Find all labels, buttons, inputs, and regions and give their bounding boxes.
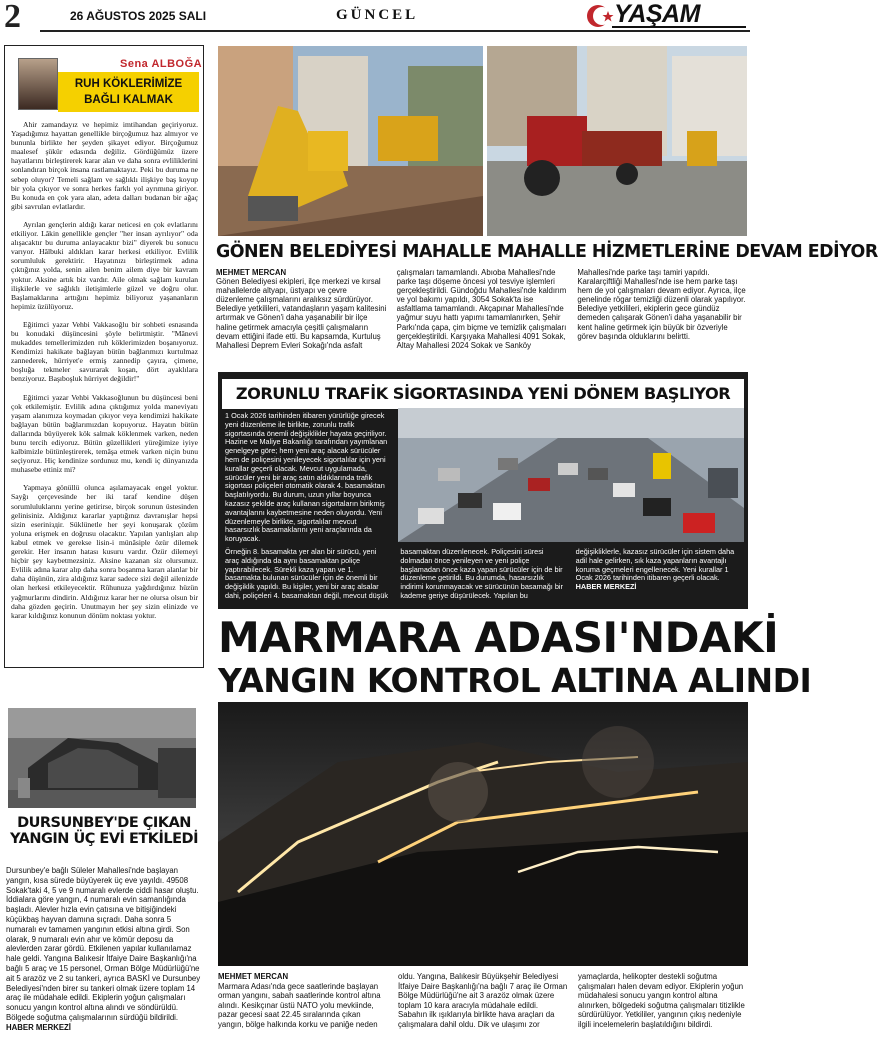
dursunbey-body: [6, 866, 203, 1033]
column-paragraph: Eğitimci yazar Vehbi Vakkasoğlu bir sohbeti esnasında bu konudaki düşüncesini şöyle belirtmiştir. "Mânevi mukaddes temellerimizden ruh köklerimizden boşanıyoruz. Kendimizi hakikate bağlayan bütün bağlarımızı kurtulmaz zannederek, hürriyet'e ermiş zannedip çayıra, çimene, boşluğa tekmeler savurarak koşan, dört ayaklılara benziyoruz. Başıboşluk hürriyet değildir!": [11, 319, 198, 384]
traffic-body-second: [225, 548, 741, 608]
author-name: Sena ALBOĞA: [120, 58, 203, 70]
column-paragraph: Ayrılan gençlerin aldığı karar neticesi en çok evlatlarını etkiliyor. Lâkin genellikle gençler "her insan ayrılıyor" oda alışacaktır bu duruma anlayacaktır bizi" diyerek bu sonucu varıyor. Hâlbuki aldıkları karar herkesi etkiliyor. Evlilik sorumluluk gerektirir. Hayatınızı birleştirmek adına çıktığınız yolda, senin ailen benim ailem diye bir kavram yoktur. Aksine artık biz vardır. Aile olmak sağlam kurulan ilişkilerle ve sağlıklı iletişimlerle güzel ve doğru olur. Başlamaklarına arttığını hepimiz biliyoruz yaşananların hepimiz üzülüyoruz.: [11, 219, 198, 311]
marmara-text: Marmara Adası'nda gece saatlerinde başlayan orman yangını, sabah saatlerinde kontrol altına alındı. Kesikçınar üstü NATO yolu mevkiinde, pazar gecesi saat 22.45 sıralarında çıkan yangın, bölge halkında korku ve paniğe neden oldu. Yangına, Balıkesir Büyükşehir Belediyesi İtfaiye Daire Başkanlığı'na bağlı 7 araç ile Orman Bölge Müdürlüğü'ne ait 3 arazöz olmak üzere toplam 10 kara aracıyla müdahale edildi. Sabahın ilk ışıklarıyla birlikte hava araçları da çalışmalara dahil oldu. Dik ve ulaşımı zor yamaçlarda, helikopter destekli soğutma çalışmaları halen devam ediyor. Ekiplerin yoğun müdahalesi sonucu yangın kontrol altına alınırken, bölgedeki soğutma çalışmaları titizlikle sürdürülüyor. Yetkililer, yangının çıkış nedeniyle ilgili incelemelerin başlatıldığını bildirdi.: [218, 972, 745, 1029]
column-paragraph: Yapmaya gönüllü olunca aşılamayacak engel yoktur. Sayğı çerçevesinde her iki taraf kendine düşen sorumluluklarını yerine getirirse, birçok sorunun üstesinden gelinisiniz. Aldığınız kararlar yaptığınız davranışlar hepsi sizin eseriniздir. Süklünetle her şeyi konuşarak çözüm yoluna erişmek en doğrusu olacaktır. Yapılan yanlışları alıp kabul etmek ve gereksе lisin-i münâsiple özür dilemek gerekir. Her insanın hatası kusuru vardır. Özür dilemeyi hiçbir şey kaybetmezsiniz. Aksine kazanan siz olursunuz. Evlilik adına karar alıp daha sonra boşanma kararı alanlar bir daha düşünün, zira aldığınız karar sadece sizi değil ailenizde olan herkesi etkileyecektir. Rûhunuza yağdırdığınız hüzün yağmurlarını dindirin. Aldığınız karar her ne olursa olsun bir daha gözden geçirin. Unutmayın her şey sizin elinizde ve karar kıldığınız konunun dönüm noktası yoktur.: [11, 483, 198, 620]
excavator-photo: [218, 46, 483, 236]
dursunbey-text: Dursunbey'e bağlı Süleler Mahallesi'nde başlayan yangın, kısa sürede büyüyerek üç eve yayıldı. 49508 Sokak'taki 4, 5 ve 9 numaralı evlerde ciddi hasar oluştu. İddialara göre yangın, 4 numaralı evin samanlığında başladı. Alevler hızla evin çatısına ve bitişiğindeki küçükbaş hayvan damına sıçradı. Daha sonra 5 numaralı ev tamamen yangının etkisi altına girdi. Son olarak, 9 numaralı evin ahır ve kömür deposu da alevlerden zarar gördü. Etkilenen yapılar kullanılamaz hale geldi. Yangına Balıkesir İtfaiye Daire Başkanlığı'na bağlı 5 araç ve 15 personel, Orman Bölge Müdürlüğü'ne ait 5 arazöz ve 2 su tankeri, ayrıca BASKİ ve Dursunbey Belediyesi'nden birer su tankeri olmak üzere toplam 14 araç ile müdahale edildi. Ekiplerin yoğun çalışmaları sonucu yangın kontrol altına alındı ve söndürüldü. Bölgede soğutma çalışmalarının sürdüğü bildirildi.: [6, 866, 201, 1022]
column-title: RUH KÖKLERİMİZE BAĞLI KALMAK: [58, 72, 199, 112]
traffic-text: Örneğin 8. basamakta yer alan bir sürücü, yeni araç aldığında da aynı basamaktan poliçe yaptırabilecek. Sürekli kaza yapan ve 1. basamakta bulunan sürücüler için de önemli bir değişiklik yapıldı. Bu kişiler, yeni bir araç alsalar dahi, poliçeleri 4. basamaktan değil, mevcut düşük basamaktan düzenlenecek. Poliçesini süresi dolmadan önce yenileyen ve yeni poliçe başlamadan önce kaza yapan sürücüler için de bir düzenleme getirildi. Bu durumda, hasarsızlık indirimi korunmayacak ve sürücünün basamağı bir kademe geriye düşürülecek. Yapılan bu değişikliklerle, kazasız sürücüler için sistem daha adil hale gelirken, sık kaza yapanların avantajlı koruma geçmeleri engellenecek. Yeni kurallar 1 Ocak 2026 tarihinden itibaren geçerli olacak.: [225, 547, 735, 600]
newspaper-logo: [582, 2, 748, 30]
column-paragraph: Ahir zamandayız ve hepimiz imtihandan geçiriyoruz. Yaşadığımız hayattan genellikle birçoğumuz haz almıyor ve bununla birlikte her şeyden şikayet ediyor. Birçoğumuz maalesef şükür edasında değiliz. Gördüğümüz üzere hayatlarını birleştirerek karar alan ve daha sonra evliliklerini sonlandıran birçok insana rastlamaktayız. Peki bu duruma ne sebep oluyor? Temeli sağlam ve sağlıklı ilişkiye baş koyup bir yola çıkıyor ve sonra herkes farklı yol ayrımına giriyor. Bu konuda en çok yara alan, adeta dalları budanan bir ağaç gibi savrulan evlatlardır.: [11, 120, 198, 211]
marmara-headline-line1: MARMARA ADASI'NDAKİ: [218, 613, 779, 662]
author-photo: [18, 58, 58, 110]
traffic-photo: [398, 408, 744, 542]
column-body: [11, 120, 198, 629]
issue-date: 26 AĞUSTOS 2025 SALI: [70, 9, 207, 23]
gonen-byline: MEHMET MERCAN: [216, 268, 287, 277]
gonen-headline: GÖNEN BELEDİYESİ MAHALLE MAHALLE HİZMETLERİNE DEVAM EDİYOR: [216, 242, 878, 262]
page-number: 2: [4, 0, 21, 35]
marmara-body: [218, 972, 748, 1060]
logo-text: YAŞAM: [614, 0, 700, 28]
header-rule: [40, 30, 750, 32]
house-fire-photo: [8, 708, 196, 808]
forest-fire-photo: [218, 702, 748, 966]
traffic-headline: ZORUNLU TRAFİK SİGORTASINDA YENİ DÖNEM BAŞLIYOR: [222, 379, 744, 409]
gonen-text: Gönen Belediyesi ekipleri, ilçe merkezi ve kırsal mahallelerde altyapı, üstyapı ve çevre düzenleme çalışmalarını aralıksız sürdürüyor. Belediye yetkilileri, vatandaşların yaşam kalitesini artırmak ve Gönen'i daha yaşanabilir bir ilçe haline getirmek amacıyla çeşitli çalışmaların devam ettiğini ifade etti. Bu kapsamda, Kurtuluş Mahallesi Deprem Evleri Sokağı'nda asfalt çalışmaları tamamlandı. Abıoba Mahallesi'nde parke taşı döşeme öncesi yol tesviye işlemleri gerçekleştirildi. Gündoğdu Mahallesi'nde kaldırım ve yol bakımı yapıldı, 3054 Sokak'ta ise asfaltlama tamamlandı. Akçapınar Mahallesi'nde yağmur suyu hattı yapımı tamamlanırken, Şehir Parkı'nda çapa, çim biçme ve temizlik çalışmaları gerçekleştirildi. Karşıyaka Mahallesi 4091 Sokak, Altay Mahallesi 2024 Sokak ve Sanköy Mahallesi'nde parke taşı tamiri yapıldı. Karalarçiftliği Mahallesi'nde ise hem parke taşı hem de yol çalışmaları devam ediyor. Ayrıca, ilçe genelinde rögar temizliği düzenli olarak yapılıyor. Belediye yetkilileri, ekiplerin gece gündüz demeden çalışarak Gönen'i daha yaşanabilir bir kent haline getirmek için büyük bir özveriyle görev başında olduklarını belirtti.: [216, 268, 746, 350]
section-title: GÜNCEL: [336, 7, 419, 23]
gonen-body: [216, 268, 748, 368]
marmara-headline-line2: YANGIN KONTROL ALTINA ALINDI: [218, 661, 812, 700]
marmara-byline: MEHMET MERCAN: [218, 972, 289, 981]
traffic-credit: HABER MERKEZİ: [575, 582, 637, 592]
dursunbey-credit: HABER MERKEZİ: [6, 1022, 71, 1032]
dursunbey-headline: DURSUNBEY'DE ÇIKAN YANGIN ÜÇ EVİ ETKİLEDİ: [10, 815, 198, 847]
traffic-body-first: 1 Ocak 2026 tarihinden itibaren yürürlüğe girecek yeni düzenleme ile birlikte, zorunlu trafik sigortasında önemli değişiklikler hayata geçiriliyor. Hazine ve Maliye Bakanlığı tarafından yayımlanan genelgeye göre; hem yeni araç alacak sürücüler hem de poliçesini yenileyecek sigortalılar için yeni kurallar geçerli olacak. Mevcut uygulamada, sürücüler yeni bir araç satın aldıklarında trafik sigortası poliçeleri otomatik olarak 4. basamaktan başlatılıyordu. Bu durum, uzun yıllar boyunca kazasız şekilde araç kullanan sigortaların birikmiş avantajlarını kaybetmesine neden oluyordu. Yeni düzenlemeyle birlikte, sigortalılar mevcut hasarsızlık basamaklarını yeni araçlarında da koruyacak.: [225, 411, 388, 544]
column-paragraph: Eğitimci yazar Vehbi Vakkasoğlunun bu düşüncesi beni çok etkilemiştir. Evlilik adına çıktığımız yolda maneviyatı yaşam alanımıza koymadan çıkıyor veya kendimizi hakikate bağlayan bütün bağlarımızdan kopuyoruz. Hayatın bütün dallarında büyüyerek kök salmak köklenmek varken, neden bunu tercih ediyoruz. Bütün güzellikleri yüreğimize iyiye kalbimizle bütünleştirerek, temâşa etmek varken niçin bunu seçiyoruz. Hiç kendinize sordunuz mu, kendi iç dünyanızda muhasebe ettiniz mi?: [11, 392, 198, 475]
tractor-photo: [487, 46, 747, 236]
